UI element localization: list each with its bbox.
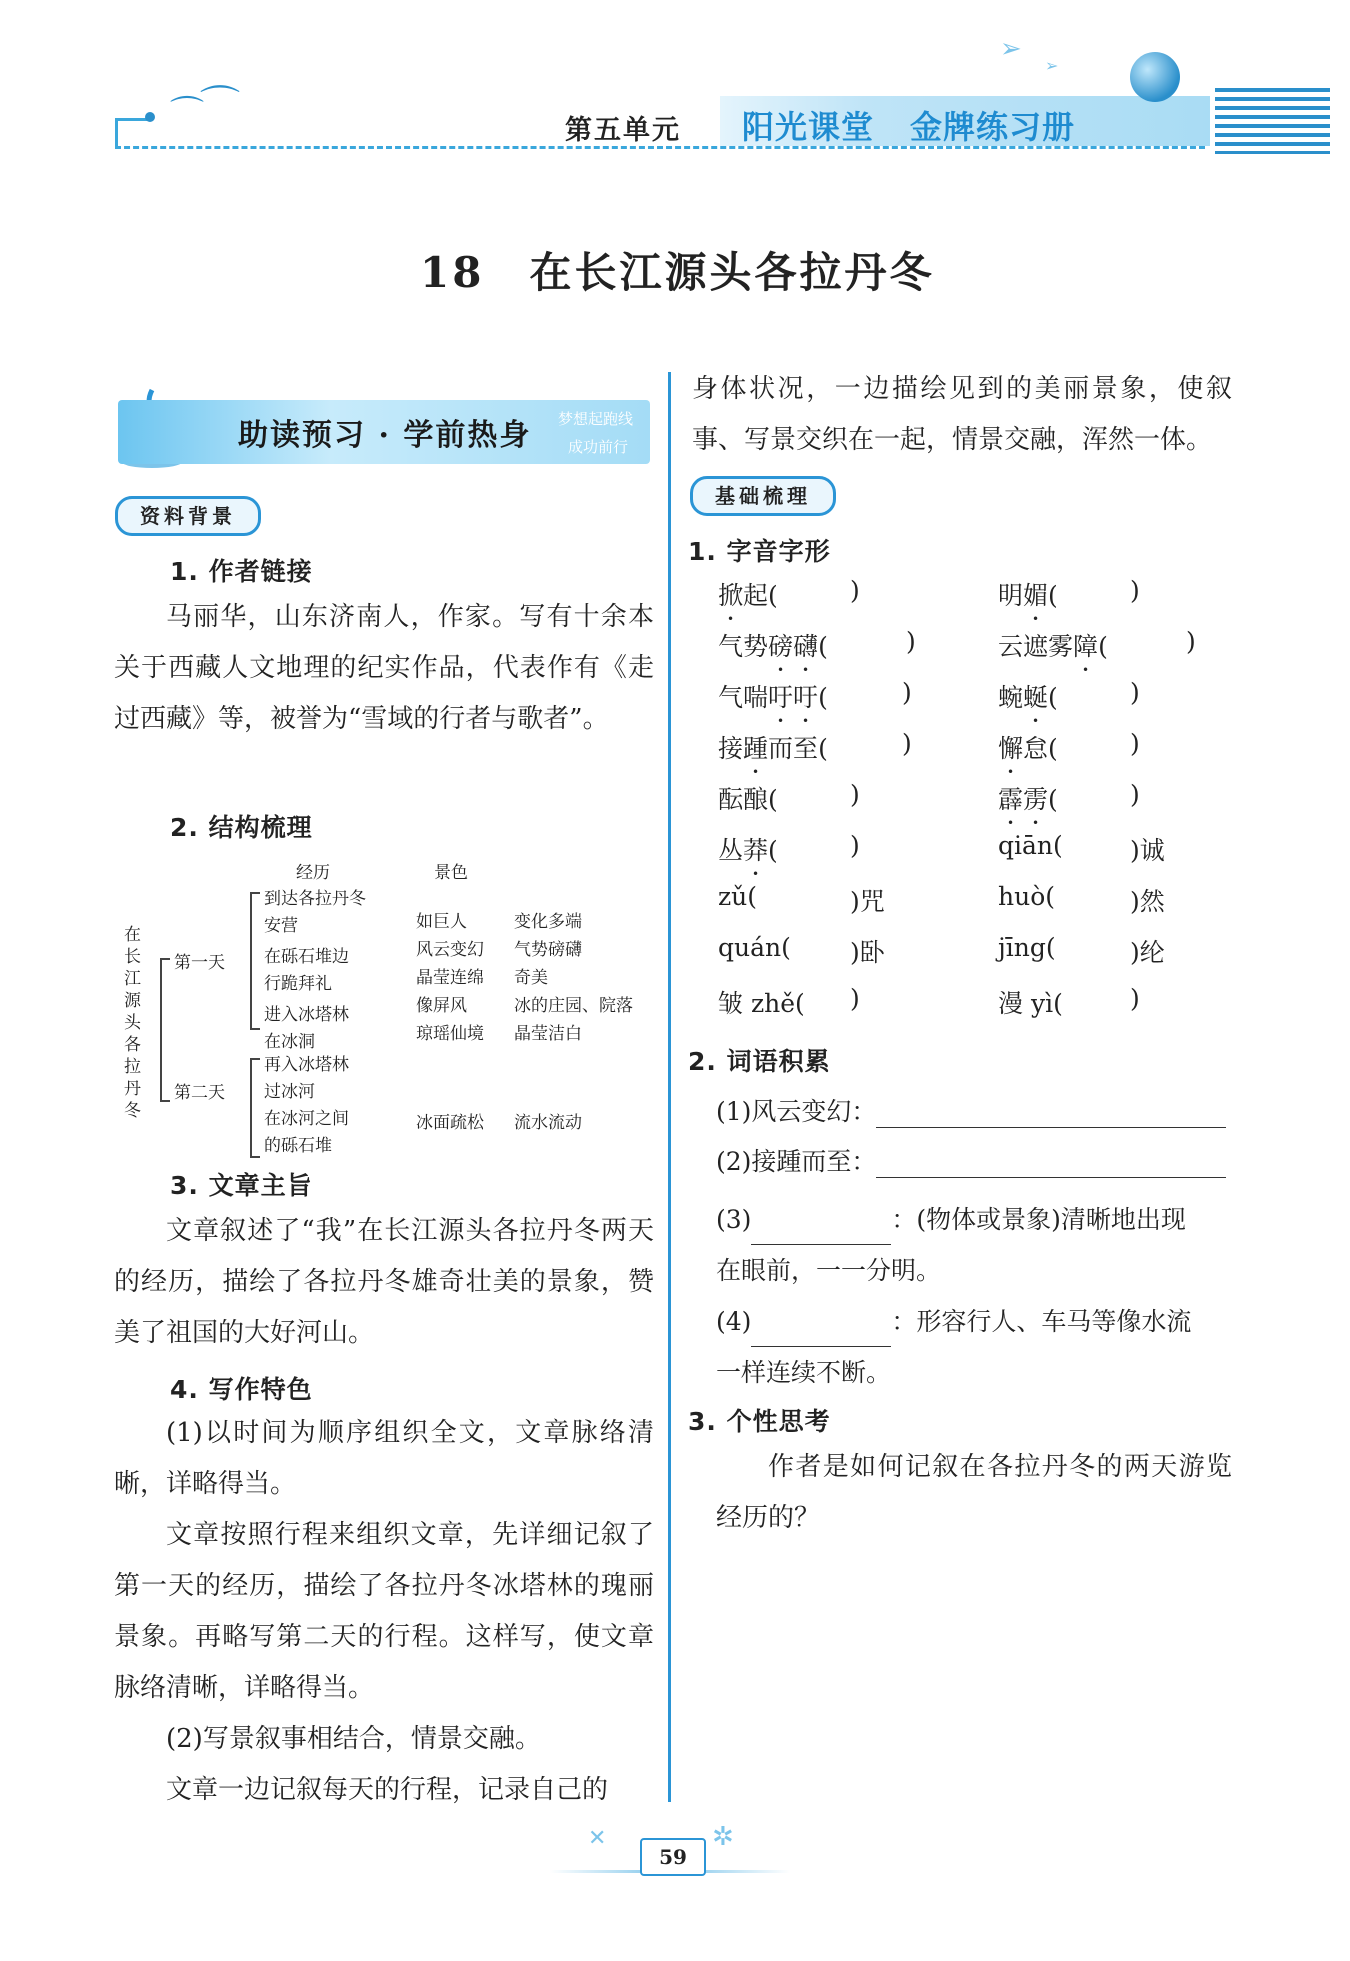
answer-blank[interactable] — [876, 1149, 1226, 1178]
vocab-row — [718, 984, 1238, 1035]
vocab-answer-slot[interactable]: )纶 — [1130, 938, 1165, 967]
vocab-answer-slot[interactable]: )咒 — [850, 887, 885, 916]
heading-thinking: 3. 个性思考 — [688, 1407, 831, 1436]
vocab-row — [718, 627, 1238, 678]
author-text: 马丽华，山东济南人，作家。写有十余本关于西藏人文地理的纪实作品，代表作有《走过西藏》等，被誉为“雪域的行者与歌者”。 — [114, 602, 654, 734]
q2-1-label: (1)风云变幻： — [716, 1097, 877, 1126]
mm-brace-day1 — [250, 892, 260, 1030]
unit-label: 第五单元 — [565, 115, 681, 146]
mm-item: 再入冰塔林 — [264, 1055, 349, 1075]
vocab-row — [718, 882, 1238, 933]
vocab-answer-slot[interactable]: ) — [1130, 729, 1140, 758]
vocab-word: 蜿蜒( — [998, 683, 1058, 712]
mm-day2-scene-a: 冰面疏松 — [416, 1113, 484, 1133]
pinwheel-icon: ✲ — [712, 1822, 734, 1852]
header-stripes — [1215, 88, 1330, 154]
bird-icon: ⌒ — [200, 83, 240, 129]
features-p3: (2)写景叙事相结合，情景交融。 — [166, 1724, 541, 1754]
paper-plane-icon: ➢ — [1045, 56, 1059, 75]
mm-scene: 晶莹洁白 — [514, 1024, 582, 1044]
mm-scene: 如巨人 — [416, 912, 467, 932]
header-dot — [145, 112, 155, 122]
vocab-word: 酝酿( — [718, 785, 778, 814]
mm-day1-scene-a — [416, 908, 484, 1048]
page-title: 18 在长江源头各拉丹冬 — [420, 248, 935, 297]
vocab-word: 气势磅礴( — [718, 632, 828, 661]
vocab-answer-slot[interactable]: )诚 — [1130, 836, 1165, 865]
vocab-answer-slot[interactable]: ) — [1130, 678, 1140, 707]
vocab-answer-slot[interactable]: ) — [850, 576, 860, 605]
mm-scene: 气势磅礴 — [514, 940, 582, 960]
vocab-answer-slot[interactable]: ) — [902, 729, 912, 758]
mm-item: 在砾石堆边 — [264, 947, 349, 967]
vocab-word: qiān( — [998, 831, 1063, 860]
vocab-row — [718, 831, 1238, 882]
vocab-row — [718, 933, 1238, 984]
vocab-answer-slot[interactable]: ) — [850, 780, 860, 809]
brand-right: 金牌练习册 — [910, 108, 1076, 146]
q2-4 — [716, 1296, 1236, 1398]
vocab-word: 接踵而至( — [718, 734, 828, 763]
q2-4-cont: 一样连续不断。 — [716, 1358, 892, 1387]
q2-2-label: (2)接踵而至： — [716, 1147, 877, 1176]
features-p2: 文章按照行程来组织文章，先详细记叙了第一天的经历，描绘了各拉丹冬冰塔林的瑰丽景象。再略写第二天的行程。这样写，使文章脉络清晰，详略得当。 — [114, 1520, 654, 1703]
brand-left: 阳光课堂 — [742, 108, 875, 146]
vocab-answer-slot[interactable]: ) — [1130, 984, 1140, 1013]
mm-day2: 第二天 — [174, 1083, 225, 1103]
mm-day2-items — [264, 1052, 349, 1160]
globe-icon — [1130, 52, 1180, 102]
heading-theme: 3. 文章主旨 — [170, 1171, 313, 1200]
banner-sub1: 梦想起跑线 — [558, 410, 634, 428]
mm-head-jingli: 经历 — [296, 863, 330, 883]
answer-blank[interactable] — [876, 1099, 1226, 1128]
q2-3-text: ：(物体或景象)清晰地出现 — [891, 1205, 1186, 1234]
mm-scene: 变化多端 — [514, 912, 582, 932]
mm-scene: 冰的庄园、院落 — [514, 996, 633, 1016]
page-number: 59 — [640, 1838, 706, 1876]
heading-author: 1. 作者链接 — [170, 557, 313, 586]
column-divider — [668, 372, 671, 1802]
heading-features: 4. 写作特色 — [170, 1375, 313, 1404]
vocab-answer-slot[interactable]: ) — [850, 831, 860, 860]
q2-2-line — [716, 1142, 1226, 1178]
tag-background: 资料背景 — [115, 496, 261, 536]
banner-title: 助读预习 · 学前热身 — [238, 418, 532, 453]
mm-item: 在冰河之间 — [264, 1109, 349, 1129]
mm-day1-items — [264, 886, 366, 1056]
mm-brace-day2 — [250, 1058, 260, 1158]
mm-item: 在冰洞 — [264, 1032, 315, 1052]
vocab-word: huò( — [998, 882, 1056, 911]
heading-structure: 2. 结构梳理 — [170, 813, 313, 842]
q2-1-line — [716, 1092, 1226, 1128]
banner-sub2: 成功前行 — [568, 438, 629, 456]
header-corner-line — [115, 118, 148, 149]
features-p4: 文章一边记叙每天的行程，记录自己的 — [166, 1775, 609, 1805]
mm-scene: 风云变幻 — [416, 940, 484, 960]
mm-scene: 晶莹连绵 — [416, 968, 484, 988]
mm-scene: 像屏风 — [416, 996, 467, 1016]
mm-item: 的砾石堆 — [264, 1136, 332, 1156]
vocab-row — [718, 780, 1238, 831]
paper-plane-icon: ➢ — [1000, 34, 1022, 64]
vocab-word: 懈怠( — [998, 734, 1058, 763]
vocab-row — [718, 576, 1238, 627]
answer-blank[interactable] — [751, 1216, 891, 1245]
mm-item: 进入冰塔林 — [264, 1005, 349, 1025]
vocab-word: zǔ( — [718, 882, 758, 911]
q2-3 — [716, 1194, 1236, 1296]
mm-item: 到达各拉丹冬 — [264, 889, 366, 909]
features-p1: (1)以时间为顺序组织全文，文章脉络清晰，详略得当。 — [114, 1418, 654, 1499]
heading-pronunciation: 1. 字音字形 — [688, 537, 831, 566]
mm-item: 安营 — [264, 916, 298, 936]
mm-item: 行跪拜礼 — [264, 974, 332, 994]
vocab-word: jīng( — [998, 933, 1056, 962]
vocab-grid — [718, 576, 1238, 1035]
mm-scene: 奇美 — [514, 968, 548, 988]
vocab-word: 明媚( — [998, 581, 1058, 610]
bird-icon: ⌒ — [170, 94, 204, 134]
thinking-question: 作者是如何记叙在各拉丹冬的两天游览经历的？ — [716, 1452, 1232, 1533]
q2-3-cont: 在眼前，一一分明。 — [716, 1256, 942, 1285]
mm-day1-scene-b — [514, 908, 633, 1048]
vocab-answer-slot[interactable]: ) — [1130, 576, 1140, 605]
vocab-answer-slot[interactable]: ) — [850, 984, 860, 1013]
mm-scene: 琼瑶仙境 — [416, 1024, 484, 1044]
tag-basics: 基础梳理 — [690, 476, 836, 516]
vocab-word: quán( — [718, 933, 791, 962]
mm-head-jingse: 景色 — [434, 863, 468, 883]
mm-day2-scene-b: 流水流动 — [514, 1113, 582, 1133]
vocab-word: 霹雳( — [998, 785, 1058, 814]
brand-banner — [720, 96, 1210, 146]
vocab-word: 丛莽( — [718, 836, 778, 865]
vocab-answer-slot[interactable]: )卧 — [850, 938, 885, 967]
vocab-answer-slot[interactable]: ) — [902, 678, 912, 707]
vocab-row — [718, 729, 1238, 780]
section-banner — [118, 400, 650, 464]
vocab-word: 掀起( — [718, 581, 778, 610]
vocab-word: 皱 zhě( — [718, 989, 805, 1018]
vocab-answer-slot[interactable]: )然 — [1130, 887, 1165, 916]
vocab-row — [718, 678, 1238, 729]
vocab-word: 云遮雾障( — [998, 632, 1108, 661]
vocab-answer-slot[interactable]: ) — [906, 627, 916, 656]
q2-4-text: ：形容行人、车马等像水流 — [891, 1307, 1192, 1336]
vocab-word: 漫 yì( — [998, 989, 1063, 1018]
vocab-answer-slot[interactable]: ) — [1186, 627, 1196, 656]
mm-root: 在长江源头各拉丹冬 — [124, 925, 141, 1121]
mm-item: 过冰河 — [264, 1082, 315, 1102]
vocab-word: 气喘吁吁( — [718, 683, 828, 712]
q2-3-num: (3) — [716, 1205, 752, 1234]
continued-text: 身体状况，一边描绘见到的美丽景象，使叙事、写景交织在一起，情景交融，浑然一体。 — [692, 374, 1232, 455]
answer-blank[interactable] — [751, 1318, 891, 1347]
vocab-answer-slot[interactable]: ) — [1130, 780, 1140, 809]
theme-text: 文章叙述了“我”在长江源头各拉丹冬两天的经历，描绘了各拉丹冬雄奇壮美的景象，赞美了祖国的大好河山。 — [114, 1216, 654, 1348]
sparkle-icon: ✕ — [588, 1826, 607, 1851]
heading-vocab-accumulation: 2. 词语积累 — [688, 1047, 831, 1076]
mm-day1: 第一天 — [174, 953, 225, 973]
q2-4-num: (4) — [716, 1307, 752, 1336]
mm-brace-root — [160, 958, 170, 1102]
